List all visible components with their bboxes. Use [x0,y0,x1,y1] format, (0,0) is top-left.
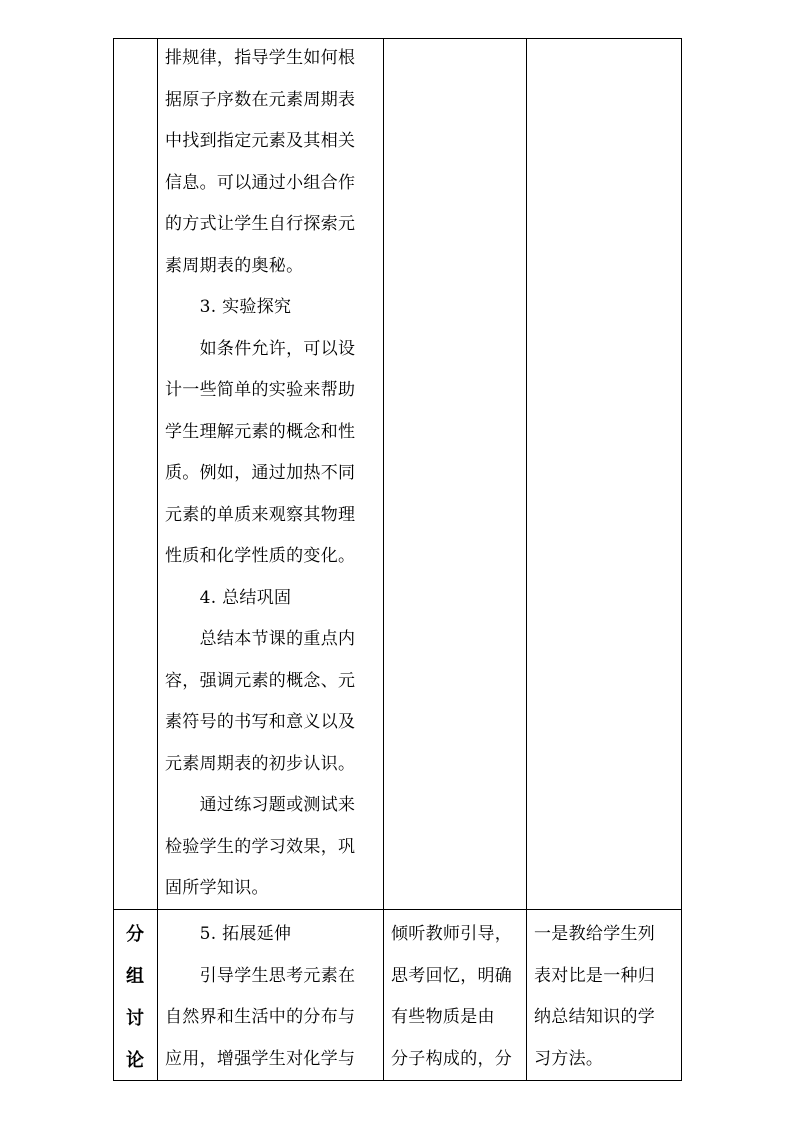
text-line: 元素的单质来观察其物理 [165,504,356,525]
text-line: 计一些简单的实验来帮助 [165,380,356,400]
row2-teaching-content [165,914,355,1080]
text-line: 的方式让学生自行探索元 [165,214,356,234]
text-line: 排规律，指导学生如何根 [165,48,356,68]
text-line: 如条件允许，可以设 [165,338,356,359]
text-line: 性质和化学性质的变化。 [165,546,356,566]
lesson-plan-table [113,38,682,1081]
table-border-bottom [113,1080,682,1081]
row2-student-activity [391,914,512,1080]
section-label-group-discussion [113,914,157,1082]
text-line: 检验学生的学习效果，巩 [165,836,356,857]
label-char: 分 [126,924,144,945]
text-line: 通过练习题或测试来 [165,795,356,815]
text-line: 信息。可以通过小组合作 [165,172,356,193]
text-line: 引导学生思考元素在 [165,965,356,986]
text-line: 纳总结知识的学 [534,1007,656,1027]
text-line: 质。例如，通过加热不同 [165,463,356,483]
text-line: 一是教给学生列 [534,924,656,944]
text-line: 学生理解元素的概念和性 [165,421,356,442]
text-line: 元素周期表的初步认识。 [165,753,356,774]
text-line: 分子构成的，分 [391,1048,513,1069]
text-line: 有些物质是由 [391,1007,495,1027]
column-divider-1 [157,38,158,1081]
text-line: 素符号的书写和意义以及 [165,712,356,732]
text-line: 应用，增强学生对化学与 [165,1048,356,1069]
text-line: 自然界和生活中的分布与 [165,1007,356,1027]
text-line: 中找到指定元素及其相关 [165,131,356,151]
text-line: 思考回忆，明确 [391,965,513,986]
text-line: 总结本节课的重点内 [165,629,356,649]
text-line: 固所学知识。 [165,878,269,898]
text-line: 3. 实验探究 [165,297,292,317]
row1-teaching-content [165,38,355,910]
label-char: 讨 [126,1008,144,1029]
text-line: 素周期表的奥秘。 [165,255,304,276]
text-line: 容，强调元素的概念、元 [165,670,356,691]
row2-design-intent [534,914,655,1080]
label-char: 组 [126,966,144,987]
text-line: 习方法。 [534,1048,604,1069]
text-line: 表对比是一种归 [534,965,656,986]
text-line: 4. 总结巩固 [165,587,292,608]
text-line: 5. 拓展延伸 [165,924,292,944]
column-divider-3 [526,38,527,1081]
label-char: 论 [126,1050,144,1071]
text-line: 据原子序数在元素周期表 [165,89,356,110]
column-divider-2 [383,38,384,1081]
text-line: 倾听教师引导， [391,924,513,944]
table-border-right [681,38,682,1081]
